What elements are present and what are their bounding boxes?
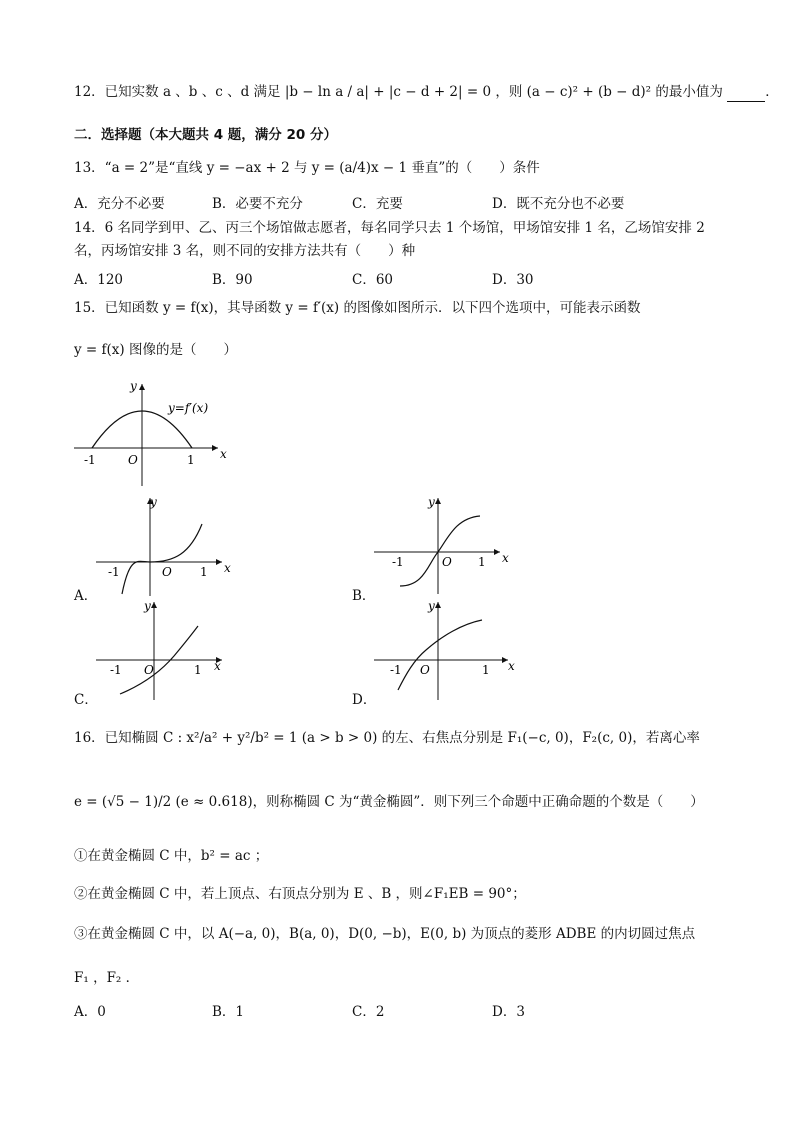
svg-text:1: 1	[482, 663, 490, 677]
answer-blank	[727, 87, 765, 102]
q13-option-a: A．充分不必要	[74, 196, 165, 212]
q15-option-b-label: B．	[352, 588, 376, 604]
svg-text:y: y	[144, 599, 151, 613]
x-axis-arrow	[212, 445, 218, 451]
svg-text:O: O	[442, 555, 452, 569]
section-heading: 二．选择题（本大题共 4 题，满分 20 分）	[74, 127, 337, 143]
y-axis-arrow	[139, 384, 145, 390]
question-14-line1: 14．6 名同学到甲、乙、丙三个场馆做志愿者，每名同学只去 1 个场馆，甲场馆安排 1 名，乙场馆安排 2	[74, 220, 705, 236]
statement-3: ③在黄金椭圆 C 中，以 A(−a, 0)，B(a, 0)，D(0, −b)，E(0, b) 为顶点的菱形 ADBE 的内切圆过焦点	[74, 926, 696, 942]
question-16-line2: e = (√5 − 1)/2 (e ≈ 0.618)，则称椭圆 C 为“黄金椭圆”．则下列三个命题中正确命题的个数是（ ）	[74, 794, 704, 810]
svg-text:O: O	[144, 663, 154, 677]
statement-3-cont: F₁ ，F₂ ．	[74, 970, 140, 986]
q14-option-c: C．60	[352, 272, 394, 288]
q15-option-c-label: C．	[74, 692, 98, 708]
question-12-text: 12．已知实数 a 、b 、c 、d 满足 |b − ln a / a| + |c − d + 2| = 0 ，则 (a − c)² + (b − d)² 的最小值为	[74, 84, 723, 100]
question-15-line2: y = f(x) 图像的是（ ）	[74, 342, 237, 358]
option-b-curve	[400, 516, 480, 586]
question-15-line1: 15．已知函数 y = f(x)，其导函数 y = f′(x) 的图像如图所示．以下四个选项中，可能表示函数	[74, 300, 641, 316]
derivative-graph	[70, 378, 230, 492]
q13-option-c: C．充要	[352, 196, 403, 212]
q16-option-c: C．2	[352, 1004, 385, 1020]
option-c-graph	[94, 598, 234, 706]
svg-text:1: 1	[200, 565, 208, 579]
svg-text:-1: -1	[392, 555, 404, 569]
svg-text:y: y	[150, 495, 157, 509]
svg-text:-1: -1	[390, 663, 402, 677]
question-14-line2: 名，丙场馆安排 3 名，则不同的安排方法共有（ ）种	[74, 243, 416, 259]
q16-option-a: A．0	[74, 1004, 106, 1020]
svg-text:x: x	[508, 659, 515, 673]
svg-text:O: O	[420, 663, 430, 677]
question-12-tail: ．	[765, 84, 779, 100]
neg-one-label: -1	[84, 453, 96, 467]
q13-option-d: D．既不充分也不必要	[492, 196, 625, 212]
q15-option-a-label: A．	[74, 588, 98, 604]
option-a-curve	[122, 524, 202, 594]
origin-label: O	[128, 453, 138, 467]
svg-text:x: x	[214, 659, 221, 673]
question-12	[74, 82, 779, 102]
question-16-line1: 16．已知椭圆 C : x²/a² + y²/b² = 1 (a > b > 0) 的左、右焦点分别是 F₁(−c, 0)，F₂(c, 0)，若离心率	[74, 730, 700, 746]
svg-text:y: y	[428, 599, 435, 613]
one-label: 1	[187, 453, 195, 467]
statement-2: ②在黄金椭圆 C 中，若上顶点、右顶点分别为 E 、B ，则∠F₁EB = 90°；	[74, 886, 526, 902]
option-d-curve	[398, 620, 482, 690]
svg-text:x: x	[224, 561, 231, 575]
q16-option-d: D．3	[492, 1004, 525, 1020]
option-d-graph	[372, 598, 518, 706]
x-axis-label: x	[220, 447, 227, 461]
svg-text:y: y	[428, 495, 435, 509]
option-a-graph	[94, 494, 234, 602]
y-axis-label: y	[130, 379, 137, 393]
q16-option-b: B．1	[212, 1004, 245, 1020]
svg-text:x: x	[502, 551, 509, 565]
q13-option-b: B．必要不充分	[212, 196, 303, 212]
question-13-text: 13．“a = 2”是“直线 y = −ax + 2 与 y = (a/4)x − 1 垂直”的（ ）条件	[74, 160, 540, 176]
svg-text:-1: -1	[108, 565, 120, 579]
svg-text:O: O	[162, 565, 172, 579]
statement-1: ①在黄金椭圆 C 中，b² = ac ；	[74, 848, 269, 864]
q15-option-d-label: D．	[352, 692, 377, 708]
svg-text:1: 1	[478, 555, 486, 569]
q14-option-d: D．30	[492, 272, 534, 288]
svg-text:-1: -1	[110, 663, 122, 677]
curve-label: y=f′(x)	[168, 401, 209, 415]
q14-option-a: A．120	[74, 272, 124, 288]
svg-text:1: 1	[194, 663, 202, 677]
q14-option-b: B．90	[212, 272, 253, 288]
option-b-graph	[372, 494, 512, 602]
